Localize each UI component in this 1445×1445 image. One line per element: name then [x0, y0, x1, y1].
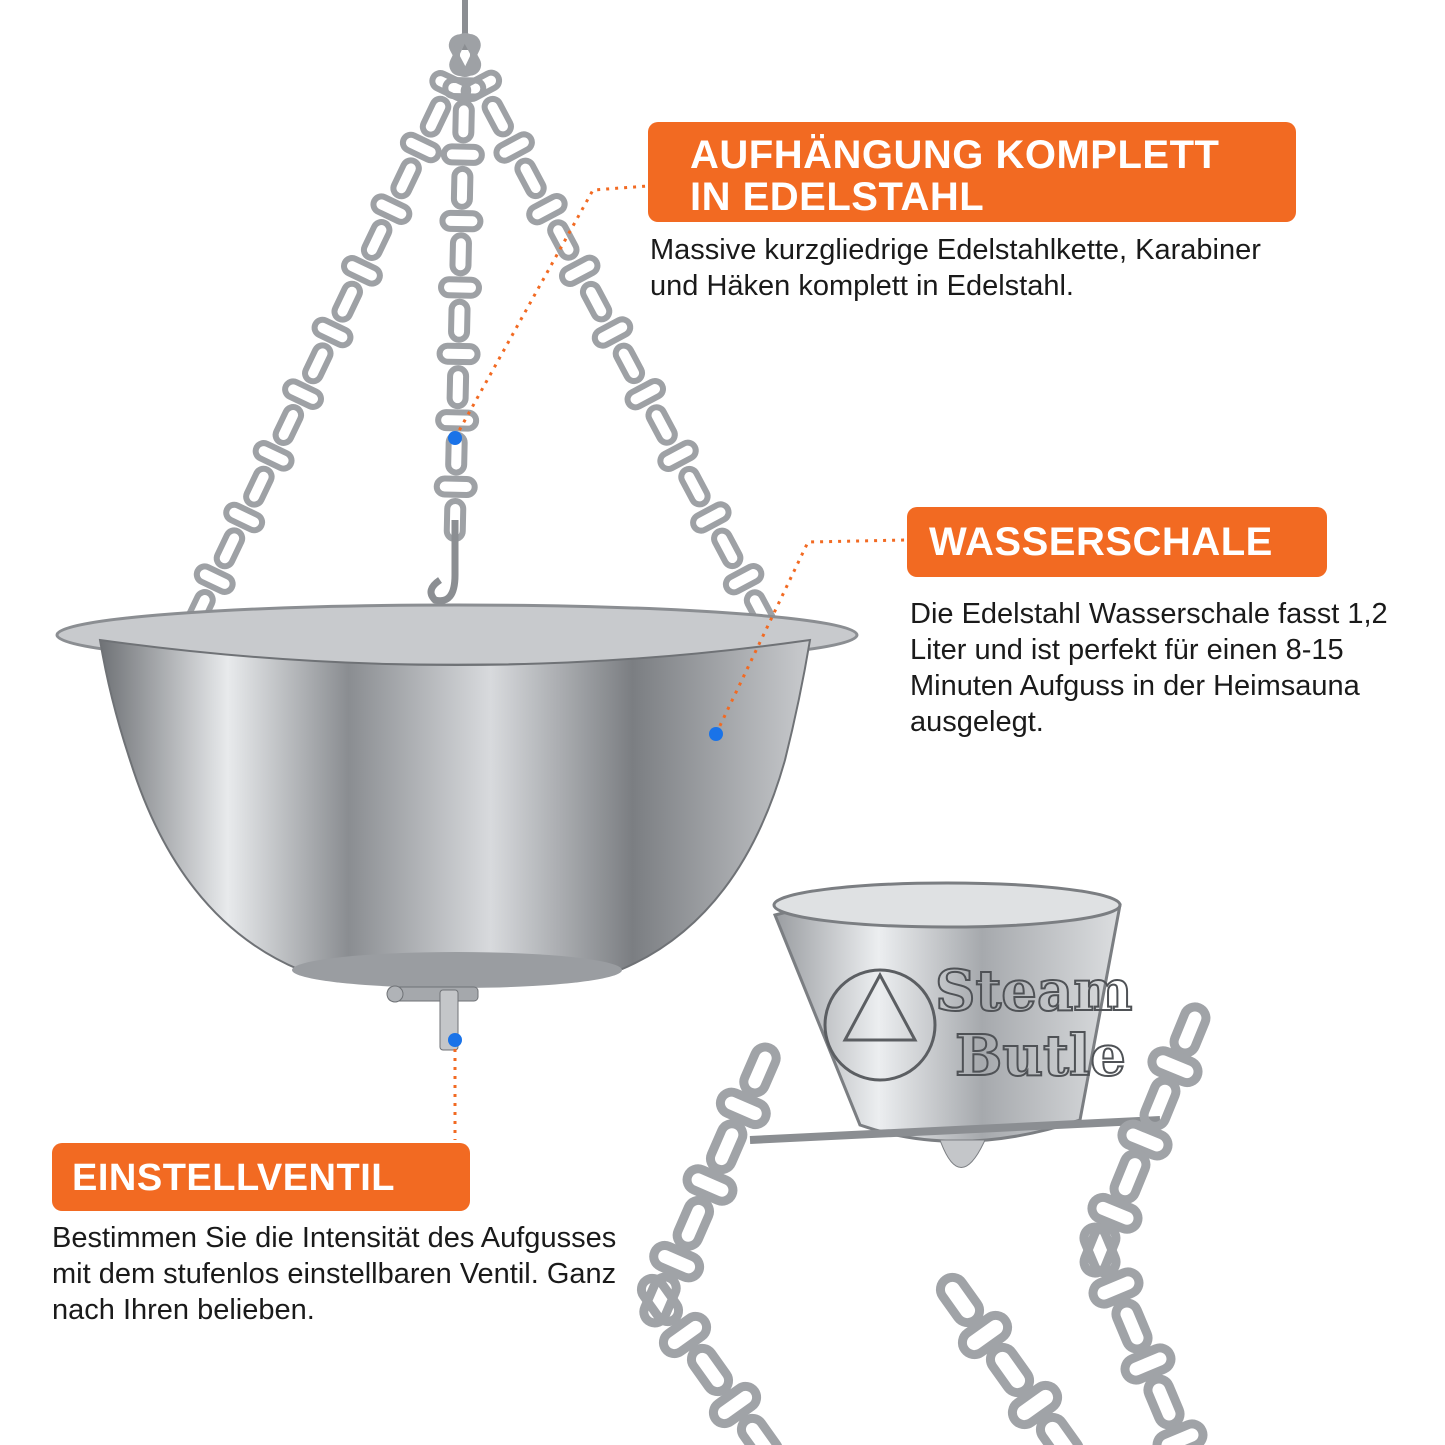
chain-link	[400, 132, 441, 163]
chain-link	[371, 194, 412, 225]
chain-link	[194, 564, 235, 595]
chain-link	[449, 368, 466, 406]
chain-link	[439, 346, 477, 363]
chain-link	[444, 146, 482, 163]
chain-link	[273, 404, 304, 445]
chain-link	[646, 404, 678, 445]
adjustment-valve	[387, 986, 478, 1050]
suspension-desc-line2: und Häken komplett in Edelstahl.	[650, 270, 1074, 302]
chain-link	[711, 528, 743, 569]
chain-link	[936, 1273, 985, 1328]
chain-link	[454, 169, 471, 207]
chain-link	[391, 158, 422, 199]
chain-link	[707, 1120, 746, 1173]
chain-link	[253, 440, 294, 471]
chain-link	[442, 213, 480, 230]
chain-link	[441, 279, 479, 296]
chain-link	[737, 1414, 783, 1445]
valve-title-badge	[52, 1143, 470, 1211]
chain-link	[224, 502, 265, 533]
bowl-desc-line3: Minuten Aufguss in der Heimsauna	[910, 670, 1360, 702]
chain-link	[1113, 1300, 1152, 1353]
suspension-description	[650, 232, 1390, 304]
suspension-title-line1: AUFHÄNGUNG KOMPLETT	[690, 133, 1220, 177]
chain-link	[452, 235, 469, 273]
steam-cone	[750, 883, 1160, 1168]
bowl-desc-line2: Liter und ist perfekt für einen 8-15	[910, 634, 1344, 666]
chain-link	[451, 302, 468, 340]
chain-link	[482, 96, 514, 137]
chain-link	[282, 379, 323, 410]
chain-link	[361, 219, 392, 260]
suspension-title-line2: IN EDELSTAHL	[690, 175, 985, 219]
chain-link	[580, 281, 612, 322]
valve-title: EINSTELLVENTIL	[72, 1157, 395, 1199]
chain-link	[986, 1343, 1035, 1398]
engraving-text-1: Steam	[935, 958, 1133, 1024]
bowl-desc-line4: ausgelegt.	[910, 706, 1044, 738]
chain-link	[687, 1344, 733, 1396]
bowl-description	[910, 596, 1410, 740]
chain-link	[437, 478, 475, 495]
chain-link	[613, 343, 645, 384]
valve-description	[52, 1220, 652, 1328]
chain-link	[341, 255, 382, 286]
chain-link	[420, 96, 451, 137]
chain-link	[1111, 1150, 1150, 1203]
chain-link	[740, 1044, 779, 1097]
chain-link	[438, 412, 476, 429]
valve-desc-line3: nach Ihren belieben.	[52, 1294, 315, 1326]
suspension-desc-line1: Massive kurzgliedrige Edelstahlkette, Karabiner	[650, 234, 1261, 266]
chain-link	[455, 102, 472, 140]
engraving-text-2: Butle	[955, 1023, 1126, 1089]
chain-link	[302, 343, 333, 384]
chain-link	[1036, 1413, 1085, 1445]
water-bowl	[57, 605, 857, 988]
chain-link	[332, 281, 363, 322]
valve-desc-line1: Bestimmen Sie die Intensität des Aufgusses	[52, 1222, 617, 1254]
chain-link	[1141, 1077, 1180, 1130]
bowl-desc-line1: Die Edelstahl Wasserschale fasst 1,2	[910, 598, 1388, 630]
chain-link	[312, 317, 353, 348]
chain-link	[1145, 1376, 1184, 1429]
s-hook	[431, 520, 455, 601]
chain-link	[1171, 1004, 1210, 1057]
valve-desc-line2: mit dem stufenlos einstellbaren Ventil. Ganz	[52, 1258, 617, 1290]
chain-link	[214, 528, 245, 569]
chain-link	[243, 466, 274, 507]
bowl-title-badge	[907, 507, 1327, 577]
suspension-title-badge	[648, 122, 1296, 222]
chain-link	[674, 1197, 713, 1250]
chain-link	[678, 466, 710, 507]
chain-link	[515, 158, 547, 199]
bowl-title: WASSERSCHALE	[929, 520, 1273, 564]
